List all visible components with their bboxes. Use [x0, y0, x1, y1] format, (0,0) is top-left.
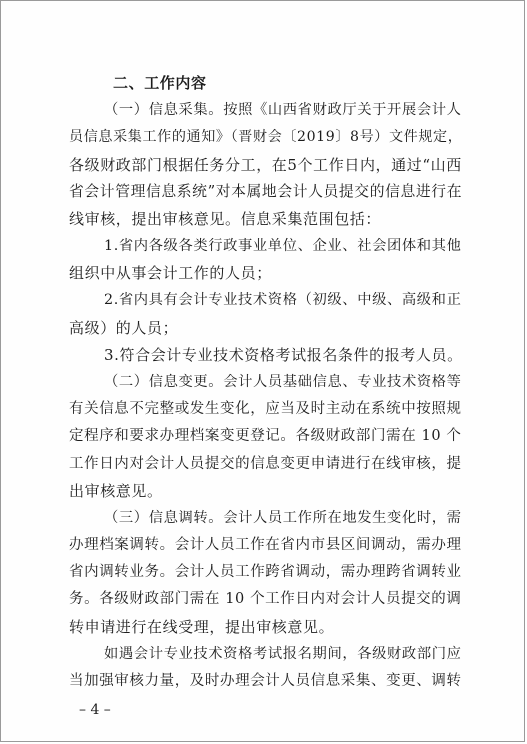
- section2-line1-text: 会计人员基础信息、专业技术资格等: [223, 374, 462, 390]
- section1-line3: 各级财政部门根据任务分工，在5个工作日内，通过“山西: [69, 156, 462, 174]
- closing-line2: 当加强审核力量，及时办理会计人员信息采集、变更、调转: [69, 673, 462, 689]
- section1-item1-line1: 1.省内各级各类行政事业单位、企业、社会团体和其他: [104, 238, 462, 254]
- section-heading: 二、工作内容: [113, 74, 207, 92]
- section2-line4: 工作日内对会计人员提交的信息变更申请进行在线审核，提: [69, 456, 462, 472]
- section1-line1-text: 按照《山西省财政厅关于开展会计人: [223, 102, 462, 118]
- section3-line2: 办理档案调转。会计人员工作在省内市县区间调动，需办理: [69, 537, 462, 553]
- section3-line3: 省内调转业务。会计人员工作跨省调动，需办理跨省调转业: [69, 564, 462, 580]
- closing-line1: 如遇会计专业技术资格考试报名期间，各级财政部门应: [104, 646, 462, 662]
- section1-line5: 线审核，提出审核意见。信息采集范围包括：: [69, 210, 382, 228]
- section1-title: （一）信息采集。: [104, 102, 224, 118]
- section2-line2: 有关信息不完整或发生变化，应当及时主动在系统中按照规: [69, 401, 462, 417]
- section1-item2-line1: 2.省内具有会计专业技术资格（初级、中级、高级和正: [104, 292, 462, 308]
- section1-line4: 省会计管理信息系统”对本属地会计人员提交的信息进行在: [69, 183, 463, 200]
- section3-line5: 转申请进行在线受理，提出审核意见。: [69, 618, 335, 636]
- section1-line2: 员信息采集工作的通知》（晋财会〔2019〕8号）文件规定，: [69, 129, 463, 145]
- section1-item2-line2: 高级）的人员；: [69, 319, 179, 337]
- page-number: – 4 –: [79, 702, 111, 718]
- section2-line3: 定程序和要求办理档案变更登记。各级财政部门需在 10 个: [69, 428, 462, 444]
- section2-line5: 出审核意见。: [69, 482, 163, 500]
- section1-item3: 3.符合会计专业技术资格考试报名条件的报考人员。: [104, 346, 463, 364]
- section2-first-line: [104, 372, 462, 392]
- section1-first-line: [104, 100, 462, 120]
- section1-item1-line2: 组织中从事会计工作的人员；: [69, 264, 272, 282]
- section3-line1-text: 会计人员工作所在地发生变化时，需: [223, 510, 462, 526]
- section2-title: （二）信息变更。: [104, 374, 224, 390]
- section3-first-line: [104, 508, 462, 528]
- section3-line4: 务。各级财政部门需在 10 个工作日内对会计人员提交的调: [69, 591, 462, 607]
- section3-title: （三）信息调转。: [104, 510, 224, 526]
